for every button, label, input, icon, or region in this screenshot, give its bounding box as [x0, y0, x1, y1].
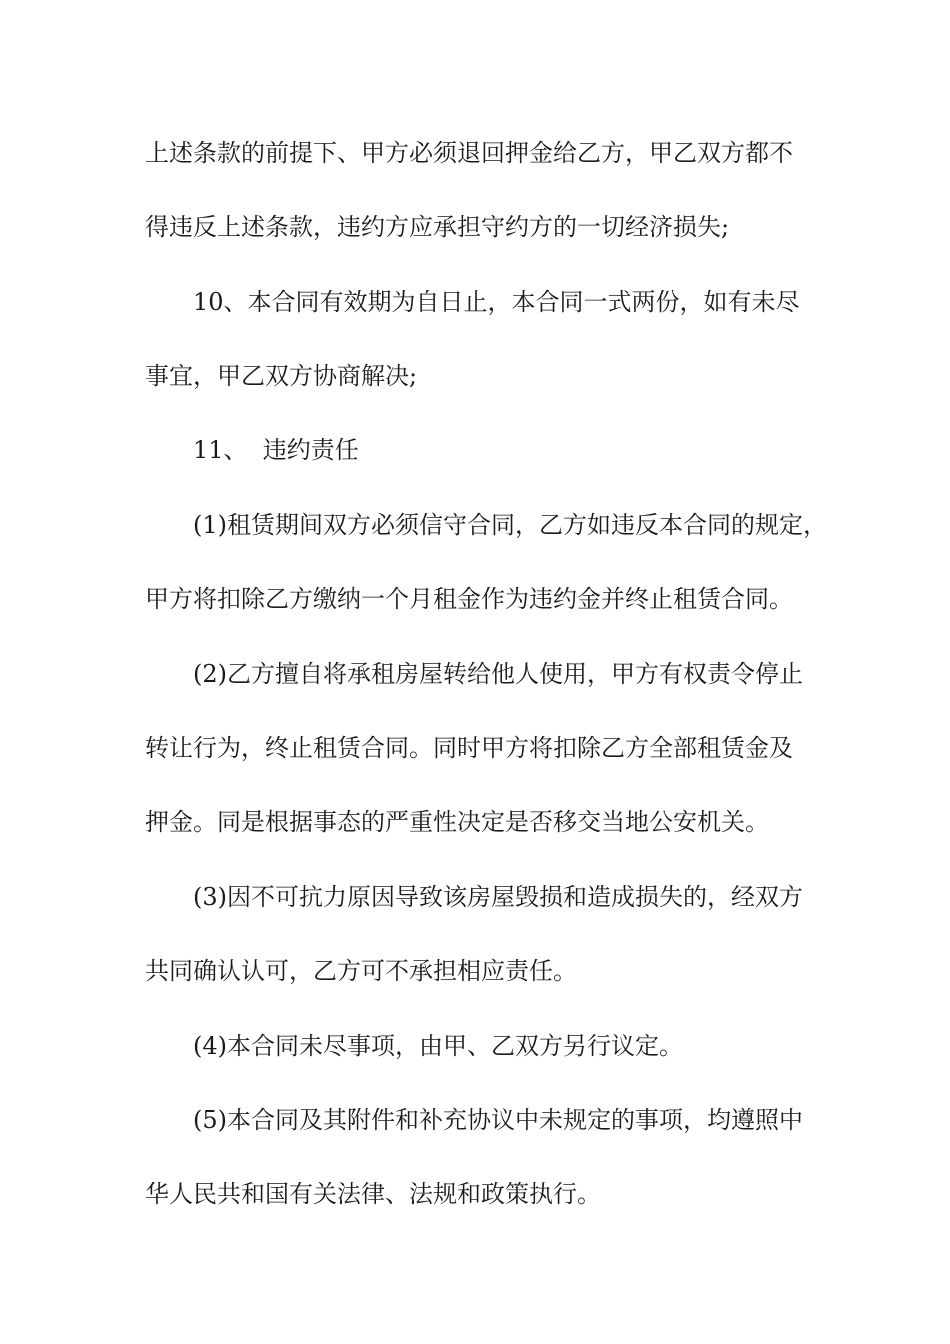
paragraph-line: 转让行为，终止租赁合同。同时甲方将扣除乙方全部租赁金及 [145, 734, 793, 762]
paragraph-line: 共同确认认可，乙方可不承担相应责任。 [145, 957, 577, 985]
paragraph-line: 华人民共和国有关法律、法规和政策执行。 [145, 1180, 601, 1208]
paragraph-line: 得违反上述条款，违约方应承担守约方的一切经济损失; [145, 213, 730, 241]
paragraph-line: (1)租赁期间双方必须信守合同，乙方如违反本合同的规定， [193, 511, 827, 539]
paragraph-line: 甲方将扣除乙方缴纳一个月租金作为违约金并终止租赁合同。 [145, 585, 793, 613]
paragraph-line: 事宜，甲乙双方协商解决; [145, 362, 418, 390]
paragraph-line: (5)本合同及其附件和补充协议中未规定的事项，均遵照中 [193, 1106, 803, 1134]
paragraph-line: (4)本合同未尽事项，由甲、乙双方另行议定。 [193, 1032, 683, 1060]
paragraph-line: 上述条款的前提下、甲方必须退回押金给乙方，甲乙双方都不 [145, 139, 793, 167]
paragraph-line: (3)因不可抗力原因导致该房屋毁损和造成损失的，经双方 [193, 883, 803, 911]
paragraph-line: (2)乙方擅自将承租房屋转给他人使用，甲方有权责令停止 [193, 660, 803, 688]
section-heading: 11、 违约责任 [193, 436, 359, 464]
paragraph-line: 押金。同是根据事态的严重性决定是否移交当地公安机关。 [145, 808, 769, 836]
paragraph-line: 10、本合同有效期为自日止，本合同一式两份，如有未尽 [193, 288, 800, 316]
